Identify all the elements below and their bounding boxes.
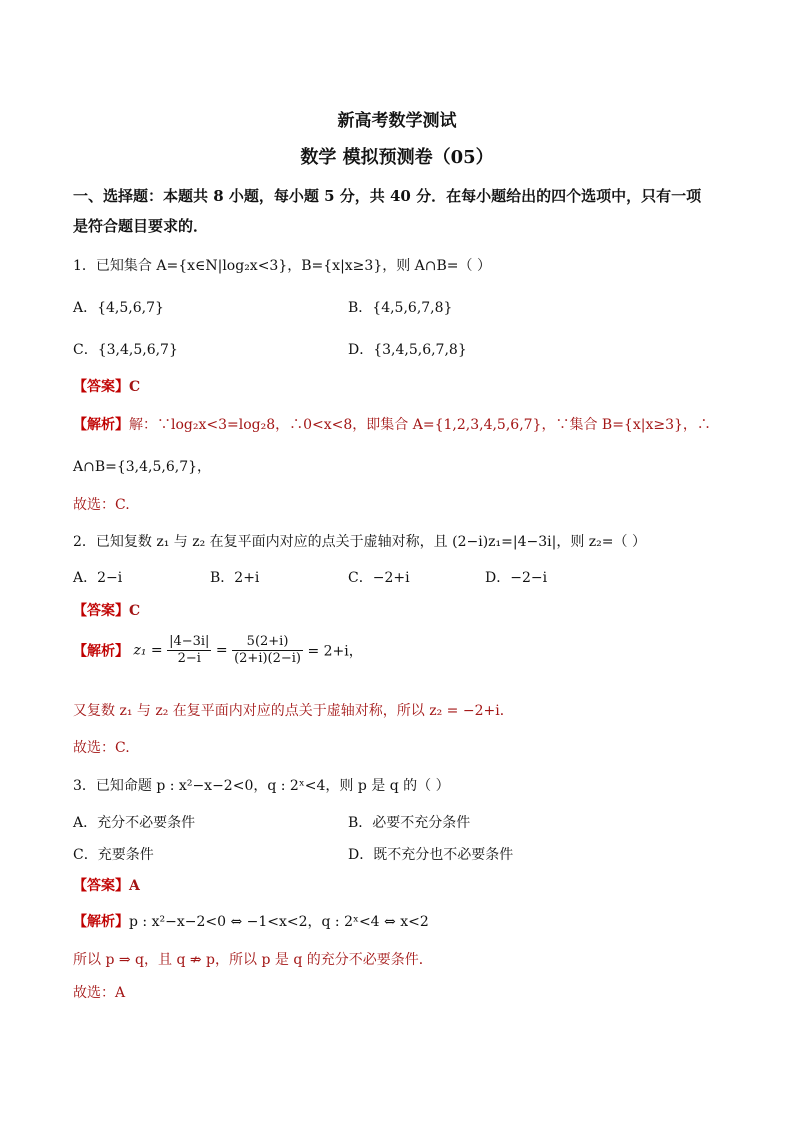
question-3-stem: 3．已知命题 p : x²−x−2<0，q : 2ˣ<4，则 p 是 q 的（ ）: [73, 778, 450, 794]
question-3-option-b: B．必要不充分条件: [348, 815, 471, 831]
question-2-option-a: A．2−i: [73, 570, 123, 586]
question-1-analysis-line1: [73, 414, 711, 434]
question-3-choose: 故选：A: [73, 985, 126, 1001]
answer-value: A: [129, 878, 140, 894]
question-1-stem: 1．已知集合 A={x∈N|log₂x<3}，B={x|x≥3}，则 A∩B=（ ）: [73, 258, 491, 274]
question-1-option-a: A．{4,5,6,7}: [73, 300, 164, 316]
fraction-result: = 2+i，: [307, 643, 363, 660]
question-2-analysis-line2: 又复数 z₁ 与 z₂ 在复平面内对应的点关于虚轴对称，所以 z₂ = −2+i．: [73, 703, 514, 719]
question-2-answer: [73, 600, 140, 620]
question-1-analysis-line2: A∩B={3,4,5,6,7}，: [73, 459, 212, 475]
fraction-1: [167, 634, 211, 667]
question-2-choose: 故选：C.: [73, 740, 130, 756]
question-3-analysis-line2: 所以 p ⇒ q，且 q ⇏ p，所以 p 是 q 的充分不必要条件．: [73, 952, 433, 968]
page-title: 新高考数学测试: [337, 111, 457, 131]
fraction-2: [232, 634, 303, 667]
analysis-tag: 【解析】: [73, 417, 129, 433]
equals-sign: =: [215, 642, 228, 659]
question-2-option-b: B．2+i: [210, 570, 260, 586]
question-1-option-d: D．{3,4,5,6,7,8}: [348, 342, 467, 358]
analysis-tag: 【解析】: [73, 914, 129, 930]
analysis-text: p : x²−x−2<0 ⇔ −1<x<2，q : 2ˣ<4 ⇔ x<2: [129, 914, 429, 930]
question-1-option-b: B．{4,5,6,7,8}: [348, 300, 453, 316]
question-2-analysis-line1: [73, 634, 363, 667]
question-3-answer: [73, 875, 140, 895]
fraction-1-denominator: 2−i: [177, 651, 201, 666]
question-3-option-d: D．既不充分也不必要条件: [348, 847, 514, 863]
question-3-option-c: C．充要条件: [73, 847, 154, 863]
fraction-1-numerator: |4−3i|: [169, 634, 210, 649]
z1-label: z₁ =: [133, 642, 163, 659]
exam-subtitle: 数学 模拟预测卷（05）: [300, 147, 494, 168]
answer-tag: 【答案】: [73, 379, 129, 395]
section-heading-line2: 是符合题目要求的．: [73, 217, 209, 235]
answer-tag: 【答案】: [73, 878, 129, 894]
question-2-option-d: D．−2−i: [485, 570, 548, 586]
answer-value: C: [129, 379, 141, 395]
analysis-text: 解：∵log₂x<3=log₂8，∴0<x<8，即集合 A={1,2,3,4,5,6,7}，∵集合 B={x|x≥3}，∴: [129, 417, 711, 433]
answer-tag: 【答案】: [73, 603, 129, 619]
question-1-choose: 故选：C.: [73, 497, 130, 513]
analysis-tag: 【解析】: [73, 643, 129, 660]
question-2-option-c: C．−2+i: [348, 570, 410, 586]
question-1-answer: [73, 376, 140, 396]
question-2-stem: 2．已知复数 z₁ 与 z₂ 在复平面内对应的点关于虚轴对称，且 (2−i)z₁=|4−3i|，则 z₂=（ ）: [73, 534, 646, 550]
answer-value: C: [129, 603, 141, 619]
fraction-2-denominator: (2+i)(2−i): [234, 651, 302, 666]
question-3-analysis-line1: [73, 911, 429, 931]
question-3-option-a: A．充分不必要条件: [73, 815, 196, 831]
question-1-option-c: C．{3,4,5,6,7}: [73, 342, 178, 358]
fraction-2-numerator: 5(2+i): [232, 634, 303, 651]
section-heading-line1: 一、选择题：本题共 8 小题，每小题 5 分，共 40 分．在每小题给出的四个选项中，只有一项: [73, 187, 702, 205]
